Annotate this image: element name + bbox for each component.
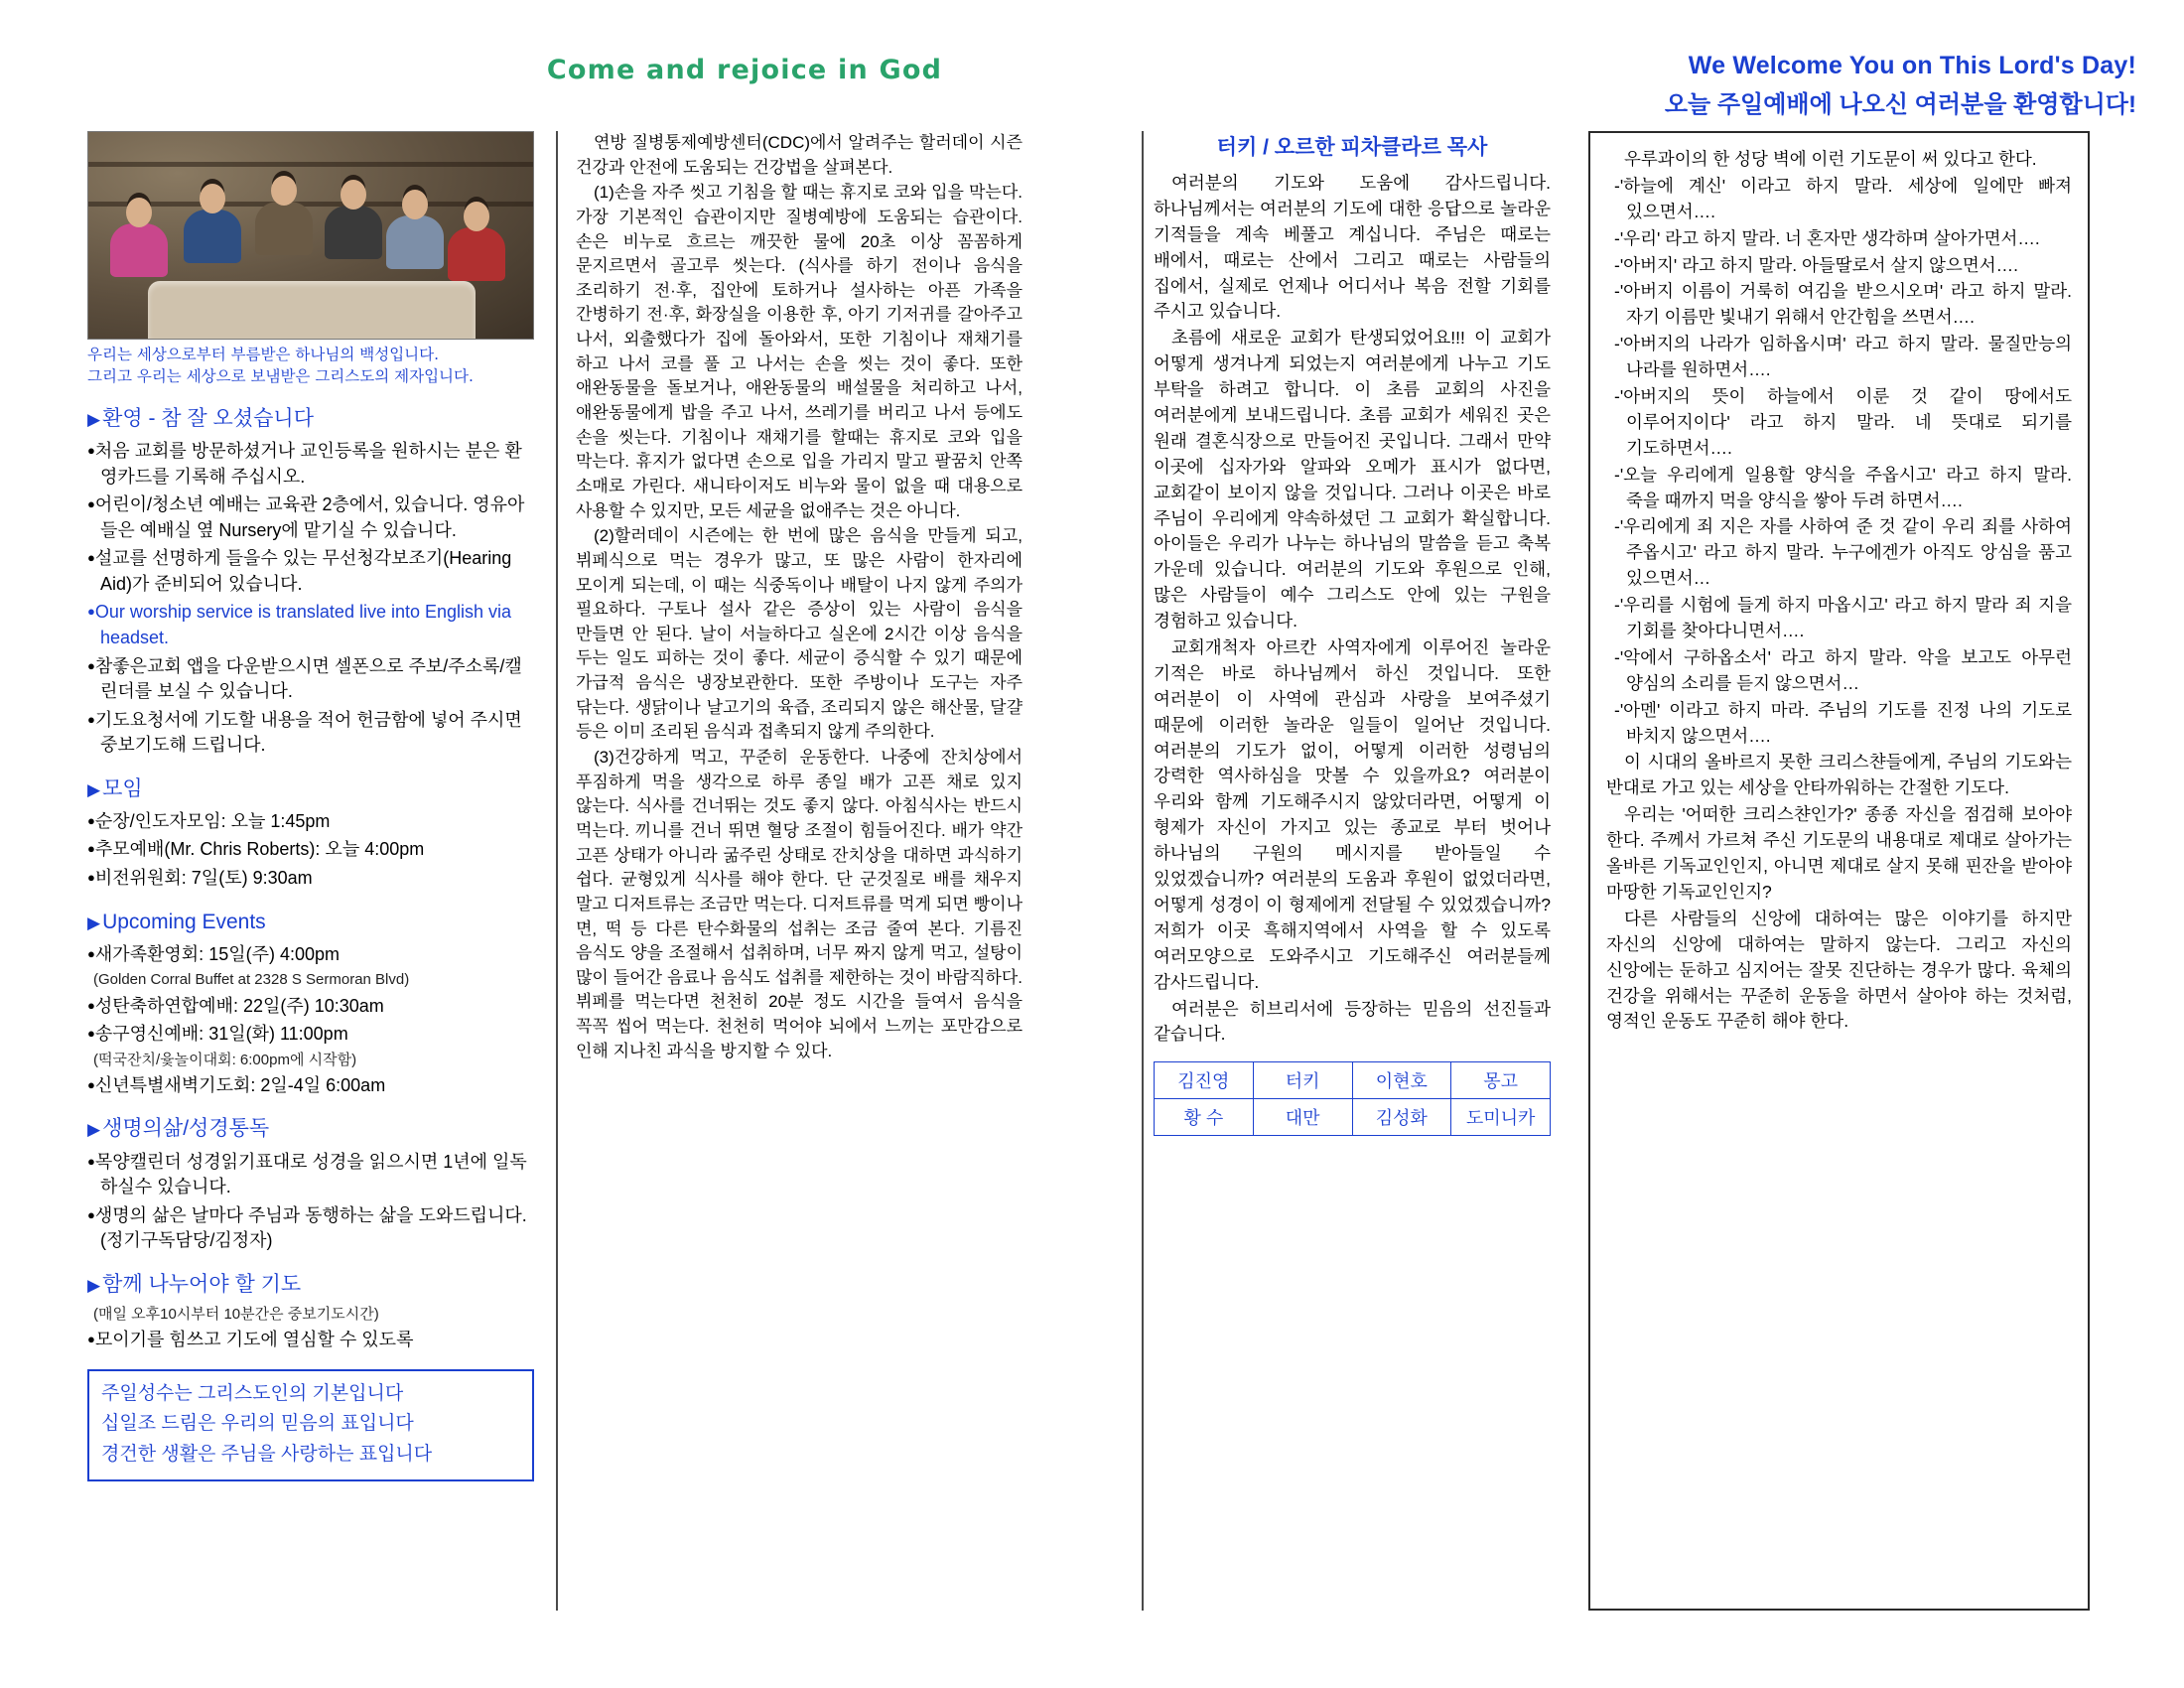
section-title-text: 함께 나누어야 할 기도 <box>102 1272 302 1296</box>
bullet-icon: ● <box>87 496 95 512</box>
header-welcome-block <box>1665 52 2136 119</box>
bullet-icon: ● <box>87 1076 95 1092</box>
column-health-article <box>556 131 1023 1611</box>
list-item: ●목양캘린더 성경읽기표대로 성경을 읽으시면 1년에 일독하실수 있습니다. <box>87 1151 527 1197</box>
table-cell: 황 수 <box>1155 1099 1254 1136</box>
prayer-line: -'아버지' 라고 하지 말라. 아들딸로서 살지 않으면서…. <box>1614 254 2019 275</box>
list-item: ●송구영신예배: 31일(화) 11:00pm <box>87 1024 348 1045</box>
list-item: ●설교를 선명하게 들을수 있는 무선청각보조기(Hearing Aid)가 준비되어 있습니다. <box>87 548 512 594</box>
section-heading-upcoming-events <box>87 910 534 934</box>
triangle-icon: ▶ <box>87 1120 101 1140</box>
table-cell: 대만 <box>1253 1099 1352 1136</box>
section-heading-shared-prayer <box>87 1272 534 1297</box>
list-item: ●생명의 삶은 날마다 주님과 동행하는 삶을 도와드립니다. (정기구독담당/김정자) <box>87 1204 527 1251</box>
bullet-icon: ● <box>87 1206 95 1222</box>
section-heading-meetings <box>87 776 534 801</box>
missionary-letter-title <box>1154 131 1551 161</box>
callout-line-2: 십일조 드림은 우리의 믿음의 표입니다 <box>101 1413 414 1435</box>
section-title-text: 환영 - 참 잘 오셨습니다 <box>102 406 314 430</box>
triangle-icon: ▶ <box>87 779 101 799</box>
reflection-intro: 우루과이의 한 성당 벽에 이런 기도문이 써 있다고 한다. <box>1624 149 2037 169</box>
list-item: ●모이기를 힘쓰고 기도에 열심할 수 있도록 <box>87 1330 414 1350</box>
prayer-line: -'우리' 라고 하지 말라. 너 혼자만 생각하며 살아가면서…. <box>1614 227 2040 248</box>
bullet-icon: ● <box>87 1153 95 1169</box>
list-item: ●신년특별새벽기도회: 2일-4일 6:00am <box>87 1074 386 1095</box>
article-paragraph: (1)손을 자주 씻고 기침을 할 때는 휴지로 코와 입을 막는다. 가장 기본적인 습관이지만 질병예방에 도움되는 습관이다. 손은 비누로 흐르는 깨끗한 물에 20초 이상 꼼꼼하게 문지르면서 골고루 씻는다. (식사를 하기 전이나 음식을 조리하기 전·후, 집안에 토하거나 설사하는 아픈 가족을 간병하기 전·후, 화장실을 이용한 후, 아기 기저귀를 갈아주고 나서, 외출했다가 집에 돌아와서, 또한 기침이나 재채기를 하고 나서 코를 풀 고 나서는 손을 씻는 것이 좋다. 또한 애완동물을 돌보거나, 애완동물의 배설물을 처리하고 나서, 애완동물에게 밥을 주고 나서, 쓰레기를 버리고 나서 등에도 손을 씻는다. 기침이나 재채기를 할때는 휴지로 코와 입을 막는다. 휴지가 없다면 손으로 입을 가리지 말고 팔꿈치 안쪽 소매로 가린다. 새니타이저도 비누와 물이 없을 때 대용으로 사용할 수 있지만, 모든 세균을 없애주는 것은 아니다. <box>576 183 1023 520</box>
prayer-line: -'아버지의 나라가 임하옵시며' 라고 하지 말라. 물질만능의 나라를 원하면서…. <box>1614 334 2072 380</box>
bullet-icon: ● <box>87 869 95 885</box>
article-paragraph: 연방 질병통제예방센터(CDC)에서 알려주는 할러데이 시즌 건강과 안전에 도움되는 건강법을 살펴본다. <box>576 133 1023 177</box>
list-item-note: (떡국잔치/윷놀이대회: 6:00pm에 시작함) <box>93 1051 357 1068</box>
list-item: ●추모예배(Mr. Chris Roberts): 오늘 4:00pm <box>87 839 425 860</box>
missionary-names-table <box>1154 1061 1551 1136</box>
column-divider <box>1142 131 1144 1611</box>
bullet-icon: ● <box>87 443 95 459</box>
triangle-icon: ▶ <box>87 1275 101 1295</box>
bullet-icon: ● <box>87 550 95 566</box>
table-row <box>1155 1099 1551 1136</box>
list-item: ●처음 교회를 방문하셨거나 교인등록을 원하시는 분은 환영카드를 기록해 주십시오. <box>87 441 522 487</box>
column-missionary-letter <box>1154 131 1551 1136</box>
table-cell: 이현호 <box>1352 1062 1451 1099</box>
welcome-line-korean: 오늘 주일예배에 나오신 여러분을 환영합니다! <box>1664 91 2136 118</box>
welcome-line-english: We Welcome You on This Lord's Day! <box>1688 52 2136 79</box>
photo-caption-line2: 그리고 우리는 세상으로 보냄받은 그리스도의 제자입니다. <box>87 367 474 386</box>
callout-line-1: 주일성수는 그리스도인의 기본입니다 <box>101 1382 404 1404</box>
bullet-icon: ● <box>87 657 95 673</box>
prayer-line: -'악에서 구하옵소서' 라고 하지 말라. 악을 보고도 아무런 양심의 소리를 듣지 않으면서… <box>1614 646 2072 693</box>
reflection-paragraph: 이 시대의 올바르지 못한 크리스챤들에게, 주님의 기도와는 반대로 가고 있는 세상을 안타까워하는 간절한 기도다. <box>1606 752 2072 798</box>
triangle-icon: ▶ <box>87 913 101 932</box>
column-announcements <box>87 131 534 1481</box>
letter-paragraph: 초름에 새로운 교회가 탄생되었어요!!! 이 교회가 어떻게 생겨나게 되었는지 여러분에게 나누고 기도 부탁을 하려고 합니다. 이 초름 교회의 사진을 여러분에게 보내드립니다. 초름 교회가 세워진 곳은 원래 결혼식장으로 만들어진 곳입니다. 그래서 만약 이곳에 십자가와 알파와 오메가 표시가 없다면, 교회같이 보이지 않을 것입니다. 그러나 이곳은 바로 주님이 우리에게 약속하셨던 그 교회가 확실합니다. 아이들은 우리가 나누는 하나님의 말씀을 듣고 축복 가운데 있습니다. 여러분의 기도와 후원으로 인해, 많은 사람들이 예수 그리스도 안에 있는 구원을 경험하고 있습니다. <box>1154 328 1551 632</box>
photo-caption-line1: 우리는 세상으로부터 부름받은 하나님의 백성입니다. <box>87 346 440 363</box>
reflection-paragraph: 우리는 '어떠한 크리스챤인가?' 종종 자신을 점검해 보아야 한다. 주께서 가르쳐 주신 기도문의 내용대로 제대로 살아가는 올바른 기독교인인지, 아니면 제대로 살지 못해 핀잔을 받아야 마땅한 기독교인인지? <box>1606 804 2072 902</box>
list-item-note: (매일 오후10시부터 10분간은 중보기도시간) <box>93 1305 379 1323</box>
prayer-line: -'하늘에 계신' 이라고 하지 말라. 세상에 일에만 빠져 있으면서…. <box>1614 175 2072 221</box>
list-item: ●비전위원회: 7일(토) 9:30am <box>87 867 313 888</box>
prayer-line: -'아버지 이름이 거룩히 여김을 받으시오며' 라고 하지 말라. 자기 이름만 빛내기 위해서 안간힘을 쓰면서…. <box>1614 281 2072 328</box>
table-cell: 김진영 <box>1155 1062 1254 1099</box>
table-cell: 김성화 <box>1352 1099 1451 1136</box>
photo-caption <box>87 344 534 388</box>
bullet-icon: ● <box>87 997 95 1013</box>
title-separator: / <box>1263 136 1269 159</box>
page-header <box>0 0 2184 124</box>
bullet-icon: ● <box>87 604 95 620</box>
prayer-line: -'우리에게 죄 지은 자를 사하여 준 것 같이 우리 죄를 사하여 주옵시고' 라고 하지 말라. 누구에겐가 아직도 앙심을 품고 있으면서… <box>1614 516 2072 589</box>
letter-paragraph: 여러분은 히브리서에 등장하는 믿음의 선진들과 같습니다. <box>1154 998 1551 1045</box>
table-cell: 터키 <box>1253 1062 1352 1099</box>
list-item: ●참좋은교회 앱을 다운받으시면 셀폰으로 주보/주소록/캘린더를 보실 수 있습니다. <box>87 655 522 702</box>
bullet-icon: ● <box>87 841 95 857</box>
table-row <box>1155 1062 1551 1099</box>
letter-paragraph: 여러분의 기도와 도움에 감사드립니다. 하나님께서는 여러분의 기도에 대한 응답으로 놀라운 기적들을 계속 베풀고 계십니다. 주님은 때로는 배에서, 때로는 산에서 그리고 때로는 사람들의 집에서, 실제로 언제나 어디서나 복음 전할 기회를 주시고 있습니다. <box>1154 173 1551 322</box>
header-center-title: Come and rejoice in God <box>546 55 943 85</box>
congregation-photo <box>87 131 534 340</box>
list-item: ●성탄축하연합예배: 22일(주) 10:30am <box>87 995 384 1016</box>
column-prayer-reflection <box>1588 131 2090 1611</box>
triangle-icon: ▶ <box>87 409 101 429</box>
bullet-icon: ● <box>87 711 95 727</box>
section-title-text: 생명의삶/성경통독 <box>102 1117 270 1141</box>
prayer-line: -'우리를 시험에 들게 하지 마옵시고' 라고 하지 말라 죄 지을 기회를 찾아다니면서…. <box>1614 595 2072 641</box>
bullet-icon: ● <box>87 1026 95 1042</box>
article-paragraph: (3)건강하게 먹고, 꾸준히 운동한다. 나중에 잔치상에서 푸짐하게 먹을 생각으로 하루 종일 배가 고픈 채로 있지 않는다. 식사를 건너뛰는 것도 좋지 않다. 아침식사는 반드시 먹는다. 끼니를 건너 뛰면 혈당 조절이 힘들어진다. 배가 약간 고픈 상태가 아니라 굶주린 상태로 잔치상을 대하면 과식하기 쉽다. 균형있게 식사를 해야 한다. 단 군것질로 배를 채우지 말고 디저트류는 조금만 먹는다. 디저트류를 먹게 되면 빵이나 면, 떡 등 다른 탄수화물의 섭취는 조금 줄여 본다. 기름진 음식도 양을 조절해서 섭취하며, 너무 짜지 않게 먹고, 설탕이 많이 들어간 음료나 음식도 섭취를 제한하는 것이 바람직하다. 뷔페를 먹는다면 천천히 20분 정도 시간을 들여서 음식을 꼭꼭 씹어 먹는다. 천천히 먹어야 뇌에서 느끼는 포만감으로 인해 지나친 과식을 방지할 수 있다. <box>576 748 1023 1060</box>
bullet-icon: ● <box>87 945 95 961</box>
prayer-line: -'오늘 우리에게 일용할 양식을 주옵시고' 라고 하지 말라. 죽을 때까지 먹을 양식을 쌓아 두려 하면서…. <box>1614 464 2072 510</box>
missionary-country: 터키 <box>1216 136 1258 159</box>
table-cell: 몽고 <box>1451 1062 1551 1099</box>
section-heading-welcome <box>87 406 534 431</box>
section-heading-bible-reading <box>87 1116 534 1141</box>
stewardship-callout-box <box>87 1369 534 1482</box>
prayer-line: -'아버지의 뜻이 하늘에서 이룬 것 같이 땅에서도 이루어지이다' 라고 하지 말라. 네 뜻대로 되기를 기도하면서…. <box>1614 386 2072 458</box>
bullet-icon: ● <box>87 1332 95 1347</box>
section-title-text: Upcoming Events <box>102 910 266 933</box>
table-cell: 도미니카 <box>1451 1099 1551 1136</box>
list-item: ●순장/인도자모임: 오늘 1:45pm <box>87 810 331 831</box>
letter-paragraph: 교회개척자 아르칸 사역자에게 이루어진 놀라운 기적은 바로 하나님께서 하신 것입니다. 또한 여러분이 이 사역에 관심과 사랑을 보여주셨기 때문에 이러한 놀라운 일들이 일어난 것입니다. 여러분의 기도가 없이, 어떻게 이러한 성령님의 강력한 역사하심을 맛볼 수 있을까요? 여러분이 우리와 함께 기도해주시지 않았더라면, 어떻게 이 형제가 자신이 가지고 있는 종교로 부터 벗어나 하나님의 구원의 메시지를 받아들일 수 있었겠습니까? 여러분의 도움과 후원이 없었더라면, 어떻게 성경이 이 형제에게 전달될 수 있었겠습니까? 저희가 이곳 흑해지역에서 사역을 할 수 있도록 여러모양으로 도와주시고 기도해주신 여러분들께 감사드립니다. <box>1154 637 1551 992</box>
reflection-paragraph: 다른 사람들의 신앙에 대하여는 많은 이야기를 하지만 자신의 신앙에 대하여는 말하지 않는다. 그리고 자신의 신앙에는 둔하고 심지어는 잘못 진단하는 경우가 많다. 육체의 건강을 위해서는 꾸준히 운동을 하면서 살아야 하는 것처럼, 영적인 운동도 꾸준히 해야 한다. <box>1606 908 2072 1032</box>
section-title-text: 모임 <box>102 776 143 800</box>
list-item: ●기도요청서에 기도할 내용을 적어 헌금함에 넣어 주시면 중보기도해 드립니다. <box>87 709 522 756</box>
list-item: ●어린이/청소년 예배는 교육관 2층에서, 있습니다. 영유아들은 예배실 옆 Nursery에 맡기실 수 있습니다. <box>87 494 525 540</box>
list-item: ●새가족환영회: 15일(주) 4:00pm <box>87 943 341 964</box>
list-item-english-translation: ●Our worship service is translated live into English via headset. <box>87 602 512 647</box>
callout-line-3: 경건한 생활은 주님을 사랑하는 표입니다 <box>101 1443 433 1465</box>
prayer-line: -'아멘' 이라고 하지 마라. 주님의 기도를 진정 나의 기도로 바치지 않으면서…. <box>1614 699 2072 746</box>
missionary-name: 오르한 피차클라르 목사 <box>1274 136 1488 159</box>
list-item-note: (Golden Corral Buffet at 2328 S Sermoran Blvd) <box>93 971 410 989</box>
bullet-icon: ● <box>87 812 95 828</box>
article-paragraph: (2)할러데이 시즌에는 한 번에 많은 음식을 만들게 되고, 뷔페식으로 먹는 경우가 많고, 또 많은 사람이 한자리에 모이게 되는데, 이 때는 식중독이나 배탈이 나지 않게 주의가 필요하다. 구토나 설사 같은 증상이 있는 사람이 음식을 만들면 안 된다. 날이 서늘하다고 실온에 2시간 이상 음식을 두는 일도 피하는 것이 좋다. 세균이 증식할 수 있기 때문에 가급적 음식은 냉장보관한다. 또한 주방이나 도구는 자주 닦는다. 생닭이나 날고기의 육즙, 조리되지 않은 해산물, 달걀 등은 이미 조리된 음식과 접촉되지 않게 주의한다. <box>576 526 1023 742</box>
